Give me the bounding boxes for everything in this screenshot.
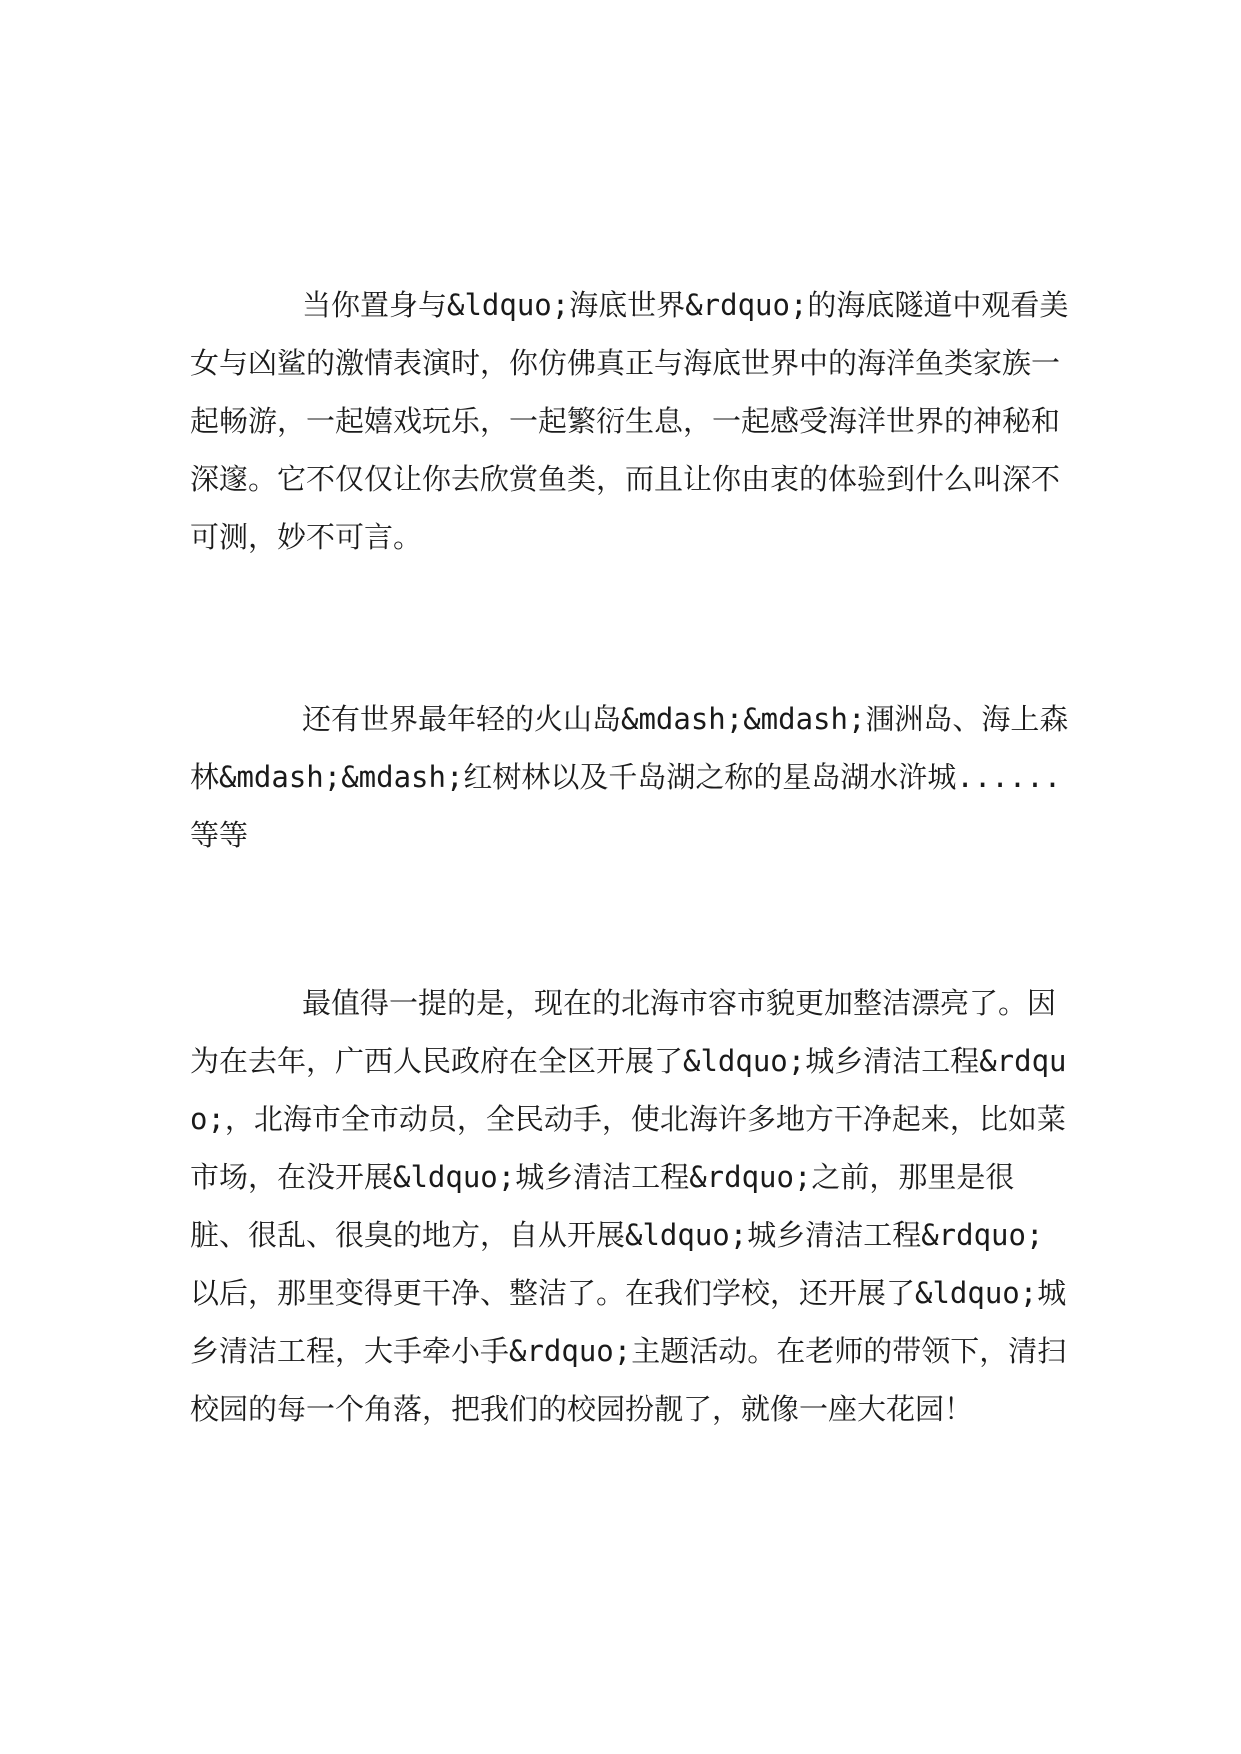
paragraph-aquarium: 当你置身与&ldquo;海底世界&rdquo;的海底隧道中观看美女与凶鲨的激情表演时，你仿佛真正与海底世界中的海洋鱼类家族一起畅游，一起嬉戏玩乐，一起繁衍生息，一起感受海洋世界的神秘和深邃。它不仅仅让你去欣赏鱼类，而且让你由衷的体验到什么叫深不可测，妙不可言。 xyxy=(190,288,1069,554)
paragraph-islands: 还有世界最年轻的火山岛&mdash;&mdash;涠洲岛、海上森林&mdash;&mdash;红树林以及千岛湖之称的星岛湖水浒城......等等 xyxy=(190,702,1069,852)
paragraph-clean-city: 最值得一提的是，现在的北海市容市貌更加整洁漂亮了。因为在去年，广西人民政府在全区开展了&ldquo;城乡清洁工程&rdquo;，北海市全市动员，全民动手，使北海许多地方干净起来，比如菜市场，在没开展&ldquo;城乡清洁工程&rdquo;之前，那里是很脏、很乱、很臭的地方，自从开展&ldquo;城乡清洁工程&rdquo;以后，那里变得更干净、整洁了。在我们学校，还开展了&ldquo;城乡清洁工程，大手牵小手&rdquo;主题活动。在老师的带领下，清扫校园的每一个角落，把我们的校园扮靓了，就像一座大花园！ xyxy=(190,986,1067,1426)
